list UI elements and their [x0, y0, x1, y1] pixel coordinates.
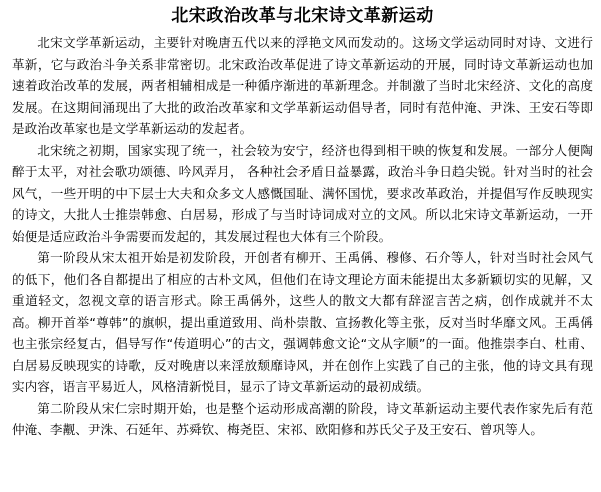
paragraph-2: 北宋统之初期，国家实现了统一，社会较为安宁，经济也得到相干映的恢复和发展。一部分人便陶醉于太平，对社会歌功颂德、吟风弄月， 各种社会矛盾日益暴露，政治斗争日趋尖锐。针对当时的社会风气，一些开明的中下层士大夫和众多文人感慨国耻、满怀国忧，要求改革政治，并提倡写作反映现实的诗文，大批人士推崇韩愈、白居易，形成了与当时诗词成对立的文风。所以北宋诗文革新运动，一开始便是适应政治斗争需要而发起的，其发展过程也大体有三个阶段。	[12, 142, 593, 244]
paragraph-3: 第一阶段从宋太祖开始是初发阶段，开创者有柳开、王禹偁、穆修、石介等人，针对当时社会风气的低下，他们各自都提出了相应的古朴文风，但他们在诗文理论方面未能提出太多新颖切实的见解，又重道轻文，忽视文章的语言形式。除王禹偁外，这些人的散文大都有辞涩言苦之病，创作成就并不太高。柳开首举“尊韩”的旗帜，提出重道致用、尚朴崇散、宣扬教化等主张，反对当时华靡文风。王禹偁也主张宗经复古，倡导写作“传道明心”的古文，强调韩愈文论“文从字顺”的一面。他推崇李白、杜甫、白居易反映现实的诗歌，反对晚唐以来淫放颓靡诗风，并在创作上实践了自己的主张，他的诗文具有现实内容，语言平易近人，风格清新悦目，显示了诗文革新运动的最初成绩。	[12, 250, 593, 394]
document-title: 北宋政治改革与北宋诗文革新运动	[171, 6, 434, 26]
paragraph-1: 北宋文学革新运动，主要针对晚唐五代以来的浮艳文风而发动的。这场文学运动同时对诗、文进行革新，它与政治斗争关系非常密切。北宋政治改革促进了诗文革新运动的开展，同时诗文革新运动也加速着政治改革的发展，两者相辅相成是一种循序渐进的革新理念。并制激了当时北宋经济、文化的高度发展。在这期间涌现出了大批的政治改革家和文学革新运动倡导者，同时有范仲淹、尹洙、王安石等即是政治改革家也是文学革新运动的发起者。	[12, 35, 593, 136]
paragraph-4: 第二阶段从宋仁宗时期开始，也是整个运动形成高潮的阶段，诗文革新运动主要代表作家先后有范仲淹、李觏、尹洙、石延年、苏舜钦、梅尧臣、宋祁、欧阳修和苏氏父子及王安石、曾巩等人。	[12, 400, 593, 437]
